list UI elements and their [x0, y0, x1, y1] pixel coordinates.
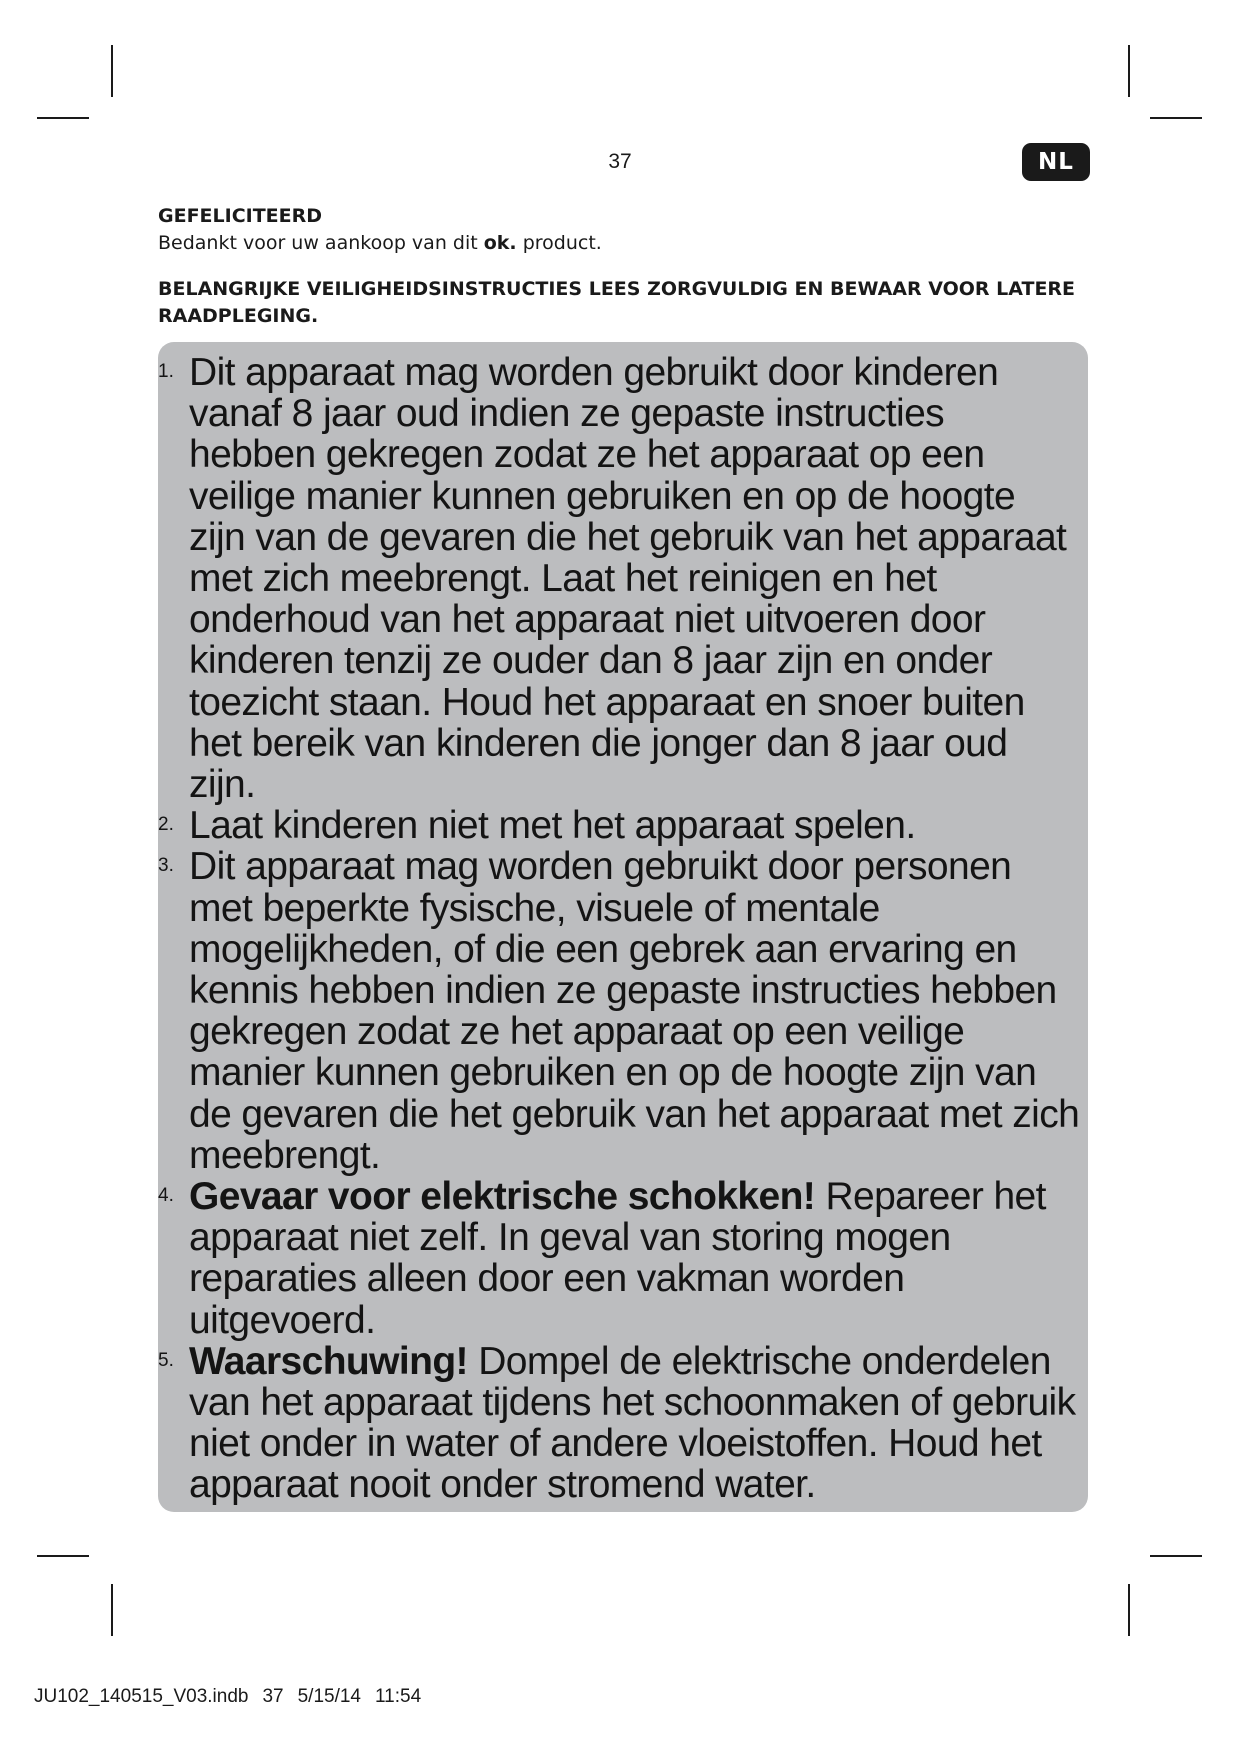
instruction-number: 1. [158, 361, 174, 382]
crop-mark-top-left-horizontal [37, 117, 89, 119]
language-badge: NL [1022, 143, 1090, 181]
crop-mark-bottom-right-horizontal [1150, 1555, 1202, 1557]
instruction-text: Dit apparaat mag worden gebruikt door kinderen vanaf 8 jaar oud indien ze gepaste instructies hebben gekregen zodat ze het apparaat op een veilige manier kunnen gebruiken en op de hoogte zijn van de gevaren die het gebruik van het apparaat met zich meebrengt. Laat het reinigen en het onderhoud van het apparaat niet uitvoeren door kinderen tenzij ze ouder dan 8 jaar zijn en onder toezicht staan. Houd het apparaat en snoer buiten het bereik van kinderen die jonger dan 8 jaar oud zijn. [189, 351, 1067, 807]
instruction-item-4 [158, 1176, 1080, 1341]
crop-mark-top-right-horizontal [1150, 117, 1202, 119]
thanks-text-before: Bedankt voor uw aankoop van dit [158, 232, 484, 254]
intro-heading: GEFELICITEERD [158, 205, 323, 227]
instruction-item-5 [158, 1341, 1080, 1506]
instruction-lead: Waarschuwing! [189, 1339, 468, 1383]
instruction-text: Dompel de elektrische onderdelen van het apparaat tijdens het schoonmaken of gebruik niet onder in water of andere vloeistoffen. Houd het apparaat nooit onder stromend water. [189, 1339, 1076, 1507]
instruction-item-3 [158, 846, 1080, 1176]
slug-time: 11:54 [375, 1686, 422, 1707]
instruction-number: 2. [158, 814, 174, 836]
page-number: 37 [608, 150, 632, 173]
crop-mark-bottom-left-vertical [111, 1584, 113, 1636]
slug-page: 37 [262, 1686, 284, 1707]
crop-mark-top-left-vertical [111, 45, 113, 97]
intro-thanks [158, 230, 1098, 257]
brand-name: ok. [483, 232, 517, 254]
instruction-item-2 [158, 805, 1080, 846]
slug-file-name: JU102_140515_V03.indb [34, 1686, 249, 1707]
slug-date: 5/15/14 [297, 1686, 362, 1707]
crop-mark-bottom-right-vertical [1128, 1584, 1130, 1636]
safety-heading: BELANGRIJKE VEILIGHEIDSINSTRUCTIES LEES ZORGVULDIG EN BEWAAR VOOR LATERE RAADPLEGING. [158, 278, 1076, 327]
instruction-text: Dit apparaat mag worden gebruikt door personen met beperkte fysische, visuele of mentale mogelijkheden, of die een gebrek aan ervaring en kennis hebben indien ze gepaste instructies hebben gekregen zodat ze het apparaat op een veilige manier kunnen gebruiken en op de hoogte zijn van de gevaren die het gebruik van het apparaat met zich meebrengt. [189, 845, 1080, 1177]
instruction-lead: Gevaar voor elektrische schokken! [189, 1175, 816, 1219]
instruction-text: Laat kinderen niet met het apparaat spelen. [189, 804, 916, 848]
print-slug [34, 1686, 435, 1708]
instruction-number: 4. [158, 1185, 174, 1207]
crop-mark-bottom-left-horizontal [37, 1555, 89, 1557]
safety-instructions-box [158, 342, 1088, 1512]
instruction-text: Repareer het apparaat niet zelf. In geval van storing mogen reparaties alleen door een vakman worden uitgevoerd. [189, 1175, 1046, 1342]
instruction-item-1 [158, 352, 1080, 805]
instruction-number: 3. [158, 855, 174, 877]
intro-section [158, 203, 1098, 257]
crop-mark-top-right-vertical [1128, 45, 1130, 97]
instruction-number: 5. [158, 1349, 174, 1371]
thanks-text-after: product. [516, 232, 602, 254]
